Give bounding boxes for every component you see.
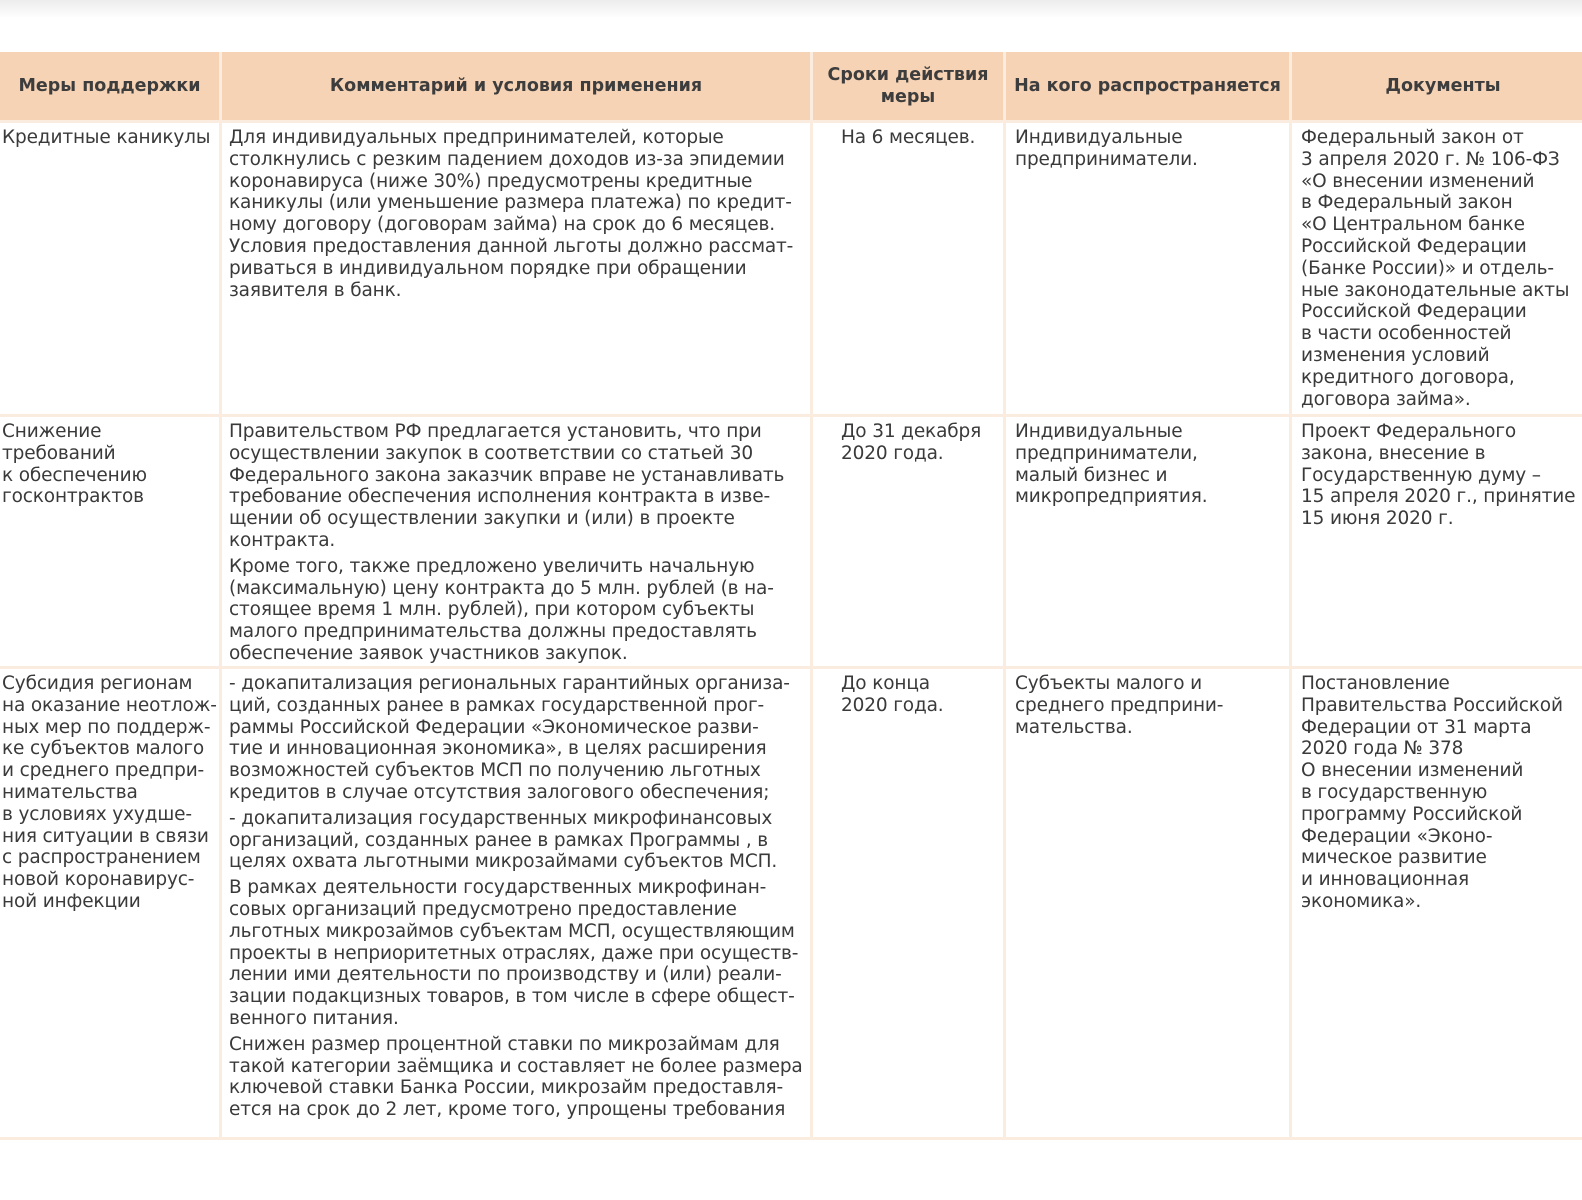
paragraph: Правительством РФ предлагается установить, что при осуществлении закупок в соответствии со статьей 30 Федерального закона заказчик вправе не устанавливать требование обеспечения исполнения контракта в изве- щении об осуществлении закупки и (или) в проекте контракта. <box>229 421 785 551</box>
header-documents: Документы <box>1292 52 1582 120</box>
cell-text: Снижение требований к обеспечению госконтрактов <box>2 421 147 508</box>
table-row-3-term <box>813 669 1003 1137</box>
cell-text: Проект Федерального закона, внесение в Государственную думу – 15 апреля 2020 г., принятие 15 июня 2020 г. <box>1301 421 1576 530</box>
table-row-3-documents <box>1292 669 1582 1137</box>
table-row-1-documents <box>1292 123 1582 414</box>
paragraph: - докапитализация государственных микрофинансовых организаций, созданных ранее в рамках Программы , в целях охвата льготными микрозаймами субъектов МСП. <box>229 807 778 873</box>
top-edge-shadow <box>0 0 1582 18</box>
paragraph: Снижен размер процентной ставки по микрозаймам для такой категории заёмщика и составляет не более размера ключевой ставки Банка России, микрозайм предоставля- ется на срок до 2 лет, кроме того, упрощены требования <box>229 1033 803 1121</box>
header-measures: Меры поддержки <box>0 52 219 120</box>
paragraph: Кроме того, также предложено увеличить начальную (максимальную) цену контракта до 5 млн. рублей (в на- стоящее время 1 млн. рублей), при котором субъекты малого предпринимательства должны предоставлять обеспечение заявок участников закупок. <box>229 555 774 664</box>
cell-text: Федеральный закон от 3 апреля 2020 г. № 106-ФЗ «О внесении изменений в Федеральный закон «О Центральном банке Российской Федерации (Банке России)» и отдель- ные законодательные акты Российской Федерации в части особенностей изменения условий кредитного договора, договора займа». <box>1301 127 1570 410</box>
table-row-1-who <box>1006 123 1289 414</box>
table-row-3-measure <box>0 669 219 1137</box>
table-row-1-measure <box>0 123 219 414</box>
cell-text: Постановление Правительства Российской Федерации от 31 марта 2020 года № 378 О внесении изменений в государственную программу Российской Федерации «Эконо- мическое развитие и инновационная экономика». <box>1301 673 1563 912</box>
table-row-3-who <box>1006 669 1289 1137</box>
cell-text: Кредитные каникулы <box>2 127 211 148</box>
support-measures-table <box>0 52 1582 1137</box>
paragraph: Для индивидуальных предпринимателей, которые столкнулись с резким падением доходов из-за эпидемии коронавируса (ниже 30%) предусмотрены кредитные каникулы (или уменьшение размера платежа) по кредит- ному договору (договорам займа) на срок до 6 месяцев. Условия предоставления данной льготы должно рассмат- риваться в индивидуальном порядке при обращении заявителя в банк. <box>229 127 794 301</box>
table-row-1-term <box>813 123 1003 414</box>
table-row-2-measure <box>0 417 219 666</box>
table-row-1-comment <box>222 123 810 414</box>
cell-text: До 31 декабря 2020 года. <box>841 421 982 464</box>
table-row-2-term <box>813 417 1003 666</box>
cell-text: Субъекты малого и среднего предприни- мательства. <box>1015 673 1224 738</box>
header-who: На кого распространяется <box>1006 52 1289 120</box>
cell-text: До конца 2020 года. <box>841 673 944 716</box>
paragraph: - докапитализация региональных гарантийных организа- ций, созданных ранее в рамках государственной прог- раммы Российской Федерации «Экономическое разви- тие и инновационная экономика», в целях расширения возможностей субъектов МСП по получению льготных кредитов в случае отсутствия залогового обеспечения; <box>229 673 790 803</box>
cell-text: Субсидия регионам на оказание неотлож- ных мер по поддерж- ке субъектов малого и среднего предпри- нимательства в условиях ухудше- ния ситуации в связи с распространением новой коронавирус- ной инфекции <box>2 673 217 912</box>
table-row-2-documents <box>1292 417 1582 666</box>
paragraph: В рамках деятельности государственных микрофинан- совых организаций предусмотрено предоставление льготных микрозаймов субъектам МСП, осуществляющим проекты в неприоритетных отраслях, даже при осуществ- лении ими деятельности по производству и (или) реали- зации подакцизных товаров, в том числе в сфере общест- венного питания. <box>229 877 799 1029</box>
table-row-2-comment <box>222 417 810 666</box>
header-term: Сроки действия меры <box>813 52 1003 120</box>
cell-text: Индивидуальные предприниматели, малый бизнес и микропредприятия. <box>1015 421 1208 508</box>
cell-text: Индивидуальные предприниматели. <box>1015 127 1198 170</box>
table-row-2-who <box>1006 417 1289 666</box>
header-comment: Комментарий и условия применения <box>222 52 810 120</box>
cell-text: На 6 месяцев. <box>841 127 976 148</box>
table-row-3-comment <box>222 669 810 1137</box>
